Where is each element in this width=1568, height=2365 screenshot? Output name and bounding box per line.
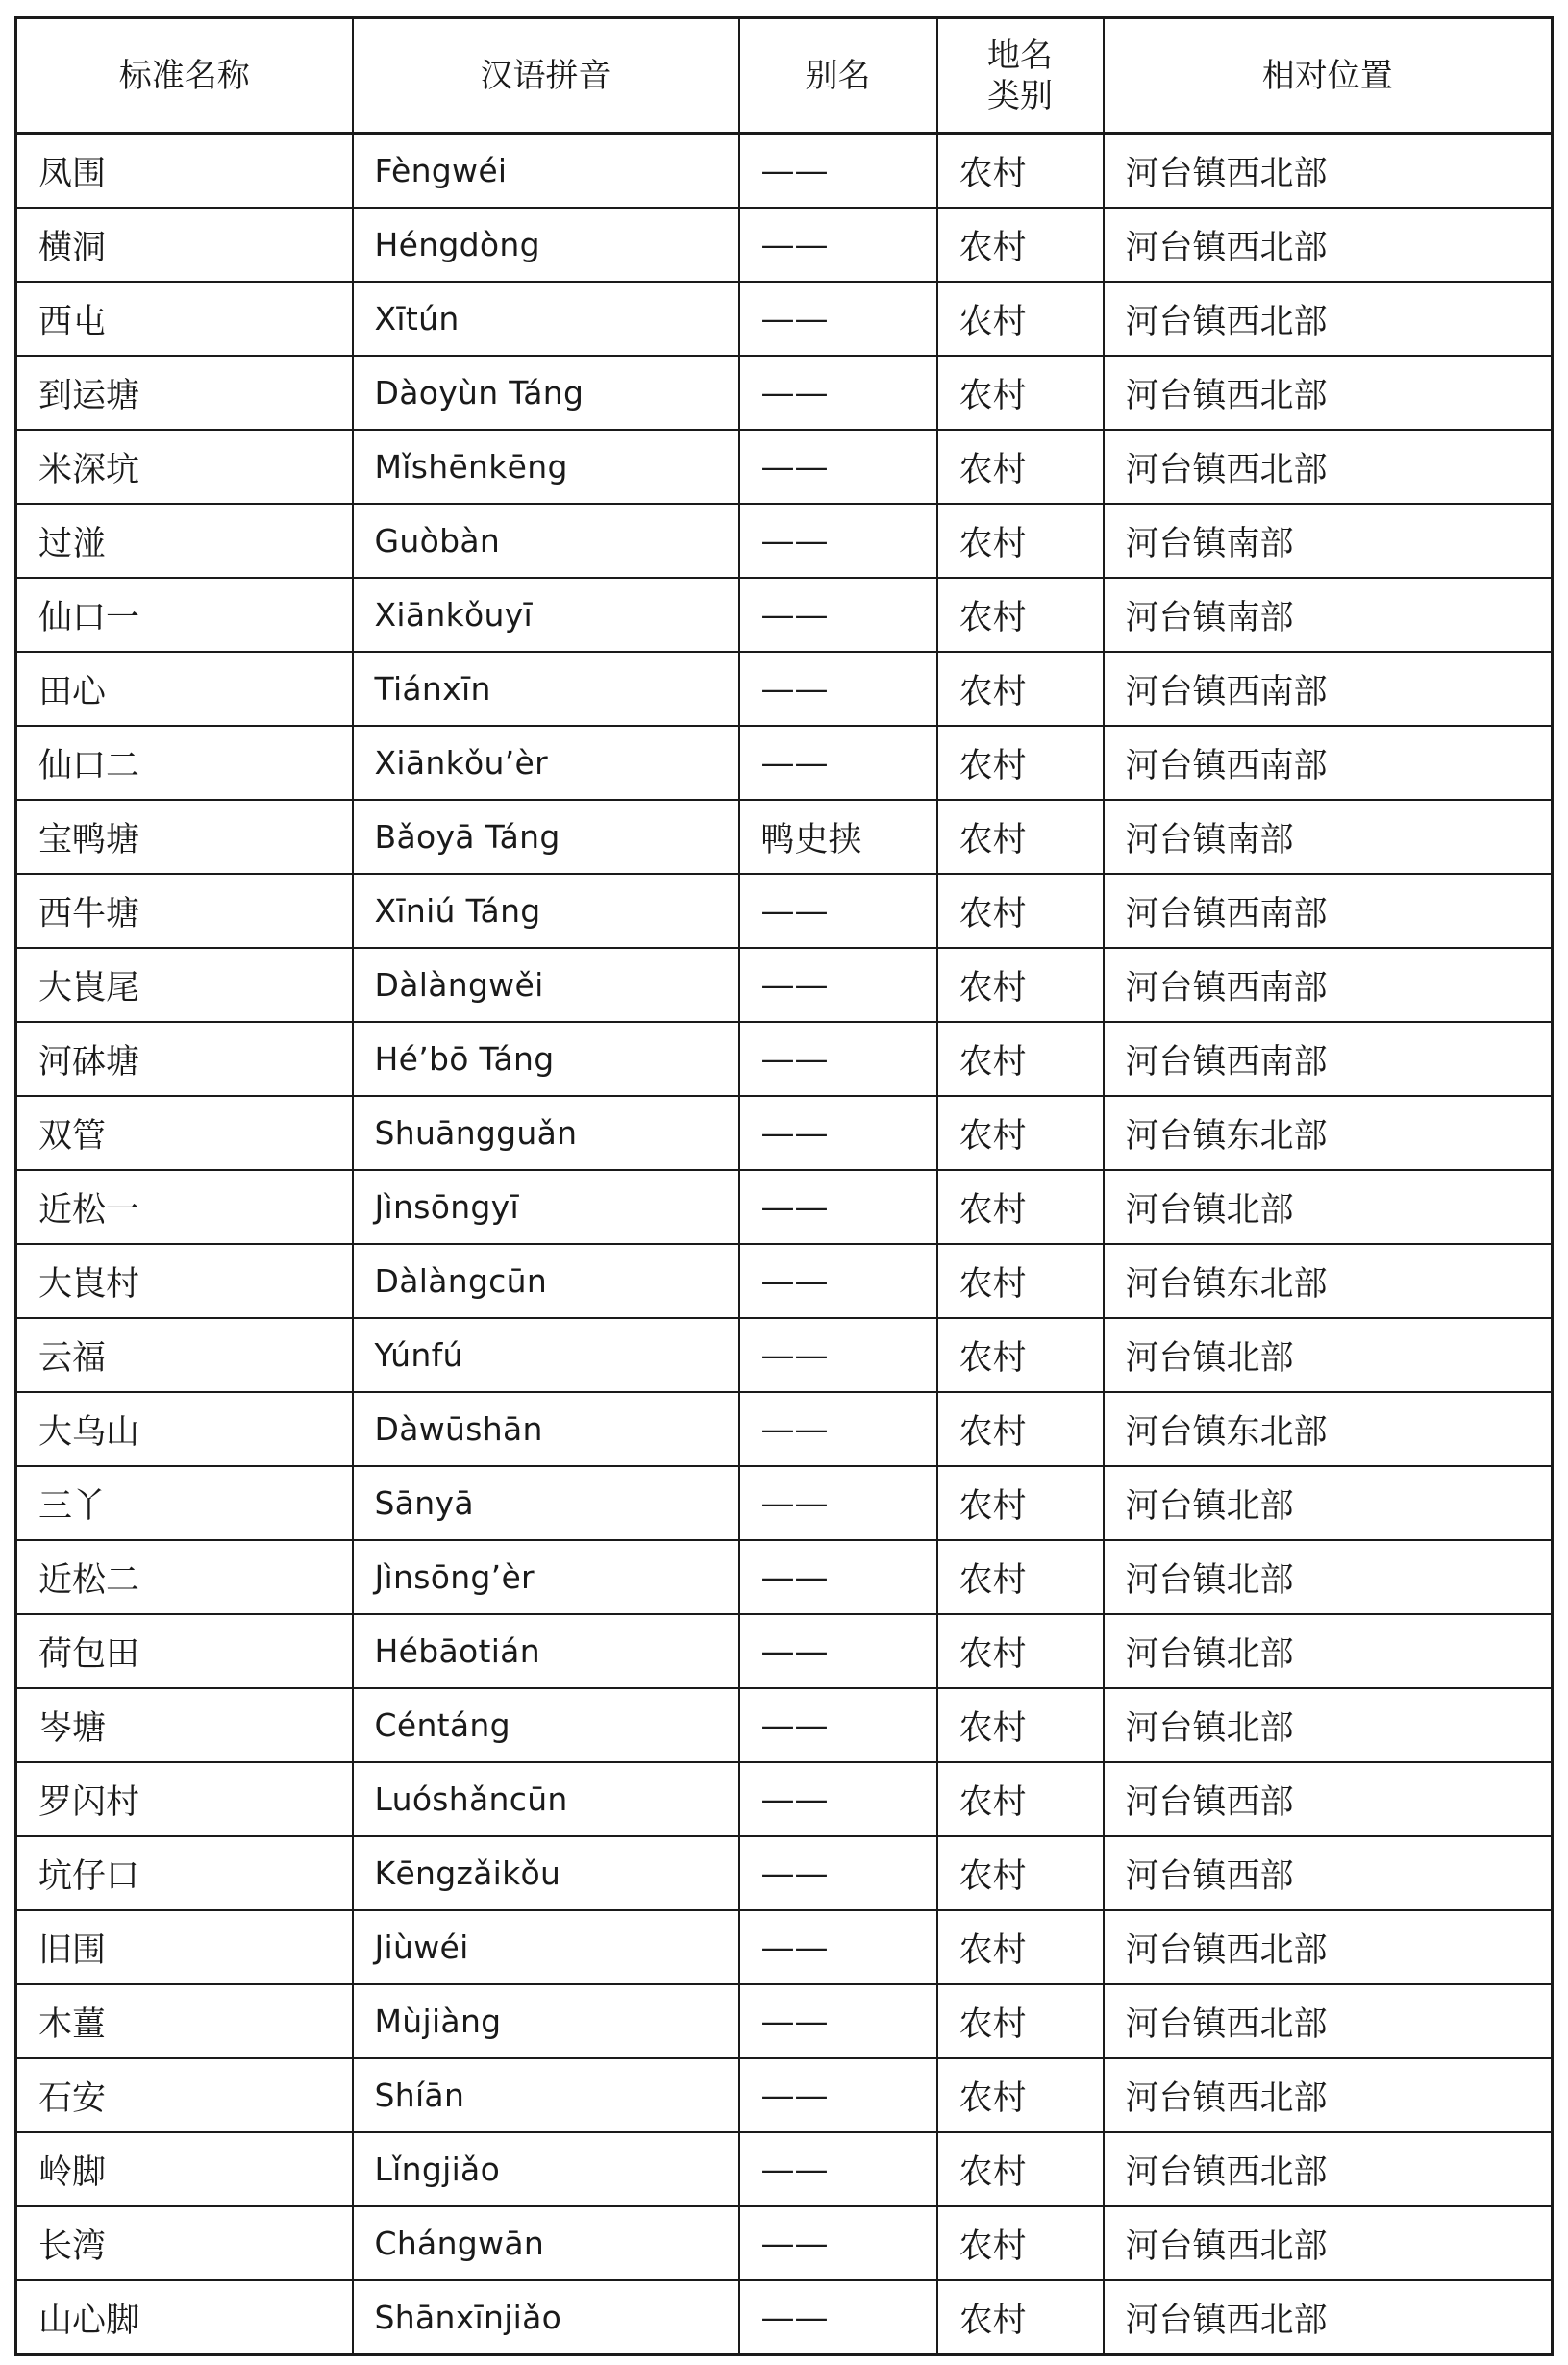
cell-place-category: 农村 bbox=[937, 1318, 1104, 1392]
cell-standard-name: 罗闪村 bbox=[16, 1762, 353, 1836]
cell-pinyin: Chángwān bbox=[353, 2206, 739, 2280]
table-row bbox=[16, 282, 1553, 356]
cell-pinyin: Shíān bbox=[353, 2058, 739, 2132]
cell-relative-location: 河台镇西北部 bbox=[1104, 208, 1553, 282]
cell-standard-name: 长湾 bbox=[16, 2206, 353, 2280]
table-row bbox=[16, 1170, 1553, 1244]
cell-relative-location: 河台镇西北部 bbox=[1104, 282, 1553, 356]
table-row bbox=[16, 2206, 1553, 2280]
table-row bbox=[16, 2058, 1553, 2132]
cell-alias: —— bbox=[739, 1096, 937, 1170]
table-row bbox=[16, 1540, 1553, 1614]
cell-pinyin: Jiùwéi bbox=[353, 1910, 739, 1984]
cell-alias: —— bbox=[739, 134, 937, 209]
cell-place-category: 农村 bbox=[937, 1392, 1104, 1466]
document-page bbox=[14, 16, 1551, 2356]
cell-alias: —— bbox=[739, 1392, 937, 1466]
cell-standard-name: 凤围 bbox=[16, 134, 353, 209]
cell-place-category: 农村 bbox=[937, 652, 1104, 726]
cell-standard-name: 近松二 bbox=[16, 1540, 353, 1614]
cell-pinyin: Hébāotián bbox=[353, 1614, 739, 1688]
cell-standard-name: 三丫 bbox=[16, 1466, 353, 1540]
table-row bbox=[16, 2280, 1553, 2355]
cell-relative-location: 河台镇北部 bbox=[1104, 1614, 1553, 1688]
table-row bbox=[16, 1984, 1553, 2058]
cell-place-category: 农村 bbox=[937, 1170, 1104, 1244]
cell-alias: —— bbox=[739, 2280, 937, 2355]
cell-pinyin: Xītún bbox=[353, 282, 739, 356]
cell-relative-location: 河台镇西南部 bbox=[1104, 948, 1553, 1022]
table-row bbox=[16, 1762, 1553, 1836]
table-row bbox=[16, 726, 1553, 800]
cell-place-category: 农村 bbox=[937, 948, 1104, 1022]
cell-standard-name: 仙口二 bbox=[16, 726, 353, 800]
cell-place-category: 农村 bbox=[937, 356, 1104, 430]
cell-place-category: 农村 bbox=[937, 1910, 1104, 1984]
cell-standard-name: 石安 bbox=[16, 2058, 353, 2132]
cell-alias: —— bbox=[739, 1836, 937, 1910]
cell-standard-name: 旧围 bbox=[16, 1910, 353, 1984]
cell-standard-name: 到运塘 bbox=[16, 356, 353, 430]
cell-place-category: 农村 bbox=[937, 504, 1104, 578]
cell-standard-name: 河砵塘 bbox=[16, 1022, 353, 1096]
table-row bbox=[16, 578, 1553, 652]
cell-place-category: 农村 bbox=[937, 2206, 1104, 2280]
cell-pinyin: Xīniú Táng bbox=[353, 874, 739, 948]
cell-alias: —— bbox=[739, 948, 937, 1022]
cell-pinyin: Guòbàn bbox=[353, 504, 739, 578]
header-pinyin: 汉语拼音 bbox=[353, 18, 739, 134]
header-standard-name: 标准名称 bbox=[16, 18, 353, 134]
cell-pinyin: Héngdòng bbox=[353, 208, 739, 282]
cell-pinyin: Xiānkǒu’èr bbox=[353, 726, 739, 800]
cell-relative-location: 河台镇西南部 bbox=[1104, 874, 1553, 948]
cell-relative-location: 河台镇西部 bbox=[1104, 1762, 1553, 1836]
table-row bbox=[16, 1614, 1553, 1688]
header-relative-location: 相对位置 bbox=[1104, 18, 1553, 134]
cell-standard-name: 大崀尾 bbox=[16, 948, 353, 1022]
cell-standard-name: 荷包田 bbox=[16, 1614, 353, 1688]
table-row bbox=[16, 948, 1553, 1022]
cell-place-category: 农村 bbox=[937, 1096, 1104, 1170]
table-row bbox=[16, 134, 1553, 209]
cell-place-category: 农村 bbox=[937, 800, 1104, 874]
cell-alias: —— bbox=[739, 1170, 937, 1244]
table-row bbox=[16, 2132, 1553, 2206]
cell-place-category: 农村 bbox=[937, 726, 1104, 800]
cell-alias: —— bbox=[739, 504, 937, 578]
cell-relative-location: 河台镇西南部 bbox=[1104, 726, 1553, 800]
cell-pinyin: Céntáng bbox=[353, 1688, 739, 1762]
table-row bbox=[16, 1466, 1553, 1540]
table-row bbox=[16, 1022, 1553, 1096]
cell-alias: —— bbox=[739, 1614, 937, 1688]
cell-alias: —— bbox=[739, 2058, 937, 2132]
table-row bbox=[16, 1096, 1553, 1170]
cell-pinyin: Dàlàngcūn bbox=[353, 1244, 739, 1318]
cell-place-category: 农村 bbox=[937, 578, 1104, 652]
table-row bbox=[16, 504, 1553, 578]
cell-relative-location: 河台镇西北部 bbox=[1104, 2280, 1553, 2355]
cell-relative-location: 河台镇西北部 bbox=[1104, 134, 1553, 209]
cell-relative-location: 河台镇西北部 bbox=[1104, 2132, 1553, 2206]
cell-pinyin: Bǎoyā Táng bbox=[353, 800, 739, 874]
cell-standard-name: 云福 bbox=[16, 1318, 353, 1392]
cell-place-category: 农村 bbox=[937, 1614, 1104, 1688]
cell-standard-name: 西牛塘 bbox=[16, 874, 353, 948]
table-row bbox=[16, 1836, 1553, 1910]
cell-alias: —— bbox=[739, 578, 937, 652]
cell-pinyin: Kēngzǎikǒu bbox=[353, 1836, 739, 1910]
cell-standard-name: 双管 bbox=[16, 1096, 353, 1170]
cell-alias: —— bbox=[739, 1762, 937, 1836]
table-header-row bbox=[16, 18, 1553, 134]
table-row bbox=[16, 652, 1553, 726]
cell-relative-location: 河台镇西北部 bbox=[1104, 2206, 1553, 2280]
cell-alias: 鸭史挟 bbox=[739, 800, 937, 874]
cell-pinyin: Yúnfú bbox=[353, 1318, 739, 1392]
cell-pinyin: Dàlàngwěi bbox=[353, 948, 739, 1022]
cell-alias: —— bbox=[739, 356, 937, 430]
cell-alias: —— bbox=[739, 1244, 937, 1318]
cell-alias: —— bbox=[739, 208, 937, 282]
header-place-category: 地名 类别 bbox=[937, 18, 1104, 134]
table-row bbox=[16, 1318, 1553, 1392]
cell-standard-name: 岑塘 bbox=[16, 1688, 353, 1762]
cell-standard-name: 坑仔口 bbox=[16, 1836, 353, 1910]
cell-standard-name: 木薑 bbox=[16, 1984, 353, 2058]
cell-alias: —— bbox=[739, 1318, 937, 1392]
cell-relative-location: 河台镇北部 bbox=[1104, 1540, 1553, 1614]
cell-place-category: 农村 bbox=[937, 1762, 1104, 1836]
cell-place-category: 农村 bbox=[937, 1836, 1104, 1910]
cell-relative-location: 河台镇北部 bbox=[1104, 1318, 1553, 1392]
cell-place-category: 农村 bbox=[937, 1540, 1104, 1614]
table-row bbox=[16, 1910, 1553, 1984]
cell-relative-location: 河台镇南部 bbox=[1104, 578, 1553, 652]
cell-place-category: 农村 bbox=[937, 1466, 1104, 1540]
cell-standard-name: 米深坑 bbox=[16, 430, 353, 504]
cell-standard-name: 过湴 bbox=[16, 504, 353, 578]
cell-pinyin: Shuāngguǎn bbox=[353, 1096, 739, 1170]
cell-pinyin: Fèngwéi bbox=[353, 134, 739, 209]
cell-relative-location: 河台镇北部 bbox=[1104, 1170, 1553, 1244]
cell-relative-location: 河台镇西南部 bbox=[1104, 652, 1553, 726]
cell-alias: —— bbox=[739, 652, 937, 726]
table-row bbox=[16, 430, 1553, 504]
cell-place-category: 农村 bbox=[937, 2058, 1104, 2132]
cell-place-category: 农村 bbox=[937, 134, 1104, 209]
cell-relative-location: 河台镇南部 bbox=[1104, 504, 1553, 578]
cell-relative-location: 河台镇西北部 bbox=[1104, 1910, 1553, 1984]
cell-relative-location: 河台镇西部 bbox=[1104, 1836, 1553, 1910]
cell-pinyin: Mùjiàng bbox=[353, 1984, 739, 2058]
cell-alias: —— bbox=[739, 874, 937, 948]
cell-place-category: 农村 bbox=[937, 2280, 1104, 2355]
cell-pinyin: Tiánxīn bbox=[353, 652, 739, 726]
cell-pinyin: Xiānkǒuyī bbox=[353, 578, 739, 652]
cell-relative-location: 河台镇东北部 bbox=[1104, 1096, 1553, 1170]
cell-pinyin: Hé’bō Táng bbox=[353, 1022, 739, 1096]
header-alias: 别名 bbox=[739, 18, 937, 134]
cell-alias: —— bbox=[739, 1688, 937, 1762]
table-row bbox=[16, 356, 1553, 430]
cell-alias: —— bbox=[739, 430, 937, 504]
cell-pinyin: Dàoyùn Táng bbox=[353, 356, 739, 430]
table-row bbox=[16, 874, 1553, 948]
cell-alias: —— bbox=[739, 726, 937, 800]
cell-relative-location: 河台镇北部 bbox=[1104, 1466, 1553, 1540]
cell-relative-location: 河台镇西北部 bbox=[1104, 1984, 1553, 2058]
cell-pinyin: Sānyā bbox=[353, 1466, 739, 1540]
cell-place-category: 农村 bbox=[937, 1022, 1104, 1096]
cell-alias: —— bbox=[739, 1540, 937, 1614]
cell-relative-location: 河台镇南部 bbox=[1104, 800, 1553, 874]
cell-alias: —— bbox=[739, 1984, 937, 2058]
cell-pinyin: Jìnsōngyī bbox=[353, 1170, 739, 1244]
cell-place-category: 农村 bbox=[937, 1984, 1104, 2058]
cell-standard-name: 仙口一 bbox=[16, 578, 353, 652]
cell-place-category: 农村 bbox=[937, 1244, 1104, 1318]
cell-place-category: 农村 bbox=[937, 430, 1104, 504]
cell-place-category: 农村 bbox=[937, 208, 1104, 282]
cell-standard-name: 西屯 bbox=[16, 282, 353, 356]
table-row bbox=[16, 800, 1553, 874]
cell-standard-name: 岭脚 bbox=[16, 2132, 353, 2206]
cell-alias: —— bbox=[739, 2206, 937, 2280]
cell-relative-location: 河台镇西北部 bbox=[1104, 2058, 1553, 2132]
cell-standard-name: 田心 bbox=[16, 652, 353, 726]
table-row bbox=[16, 1392, 1553, 1466]
cell-pinyin: Lǐngjiǎo bbox=[353, 2132, 739, 2206]
cell-alias: —— bbox=[739, 1466, 937, 1540]
cell-pinyin: Mǐshēnkēng bbox=[353, 430, 739, 504]
cell-place-category: 农村 bbox=[937, 282, 1104, 356]
cell-standard-name: 宝鸭塘 bbox=[16, 800, 353, 874]
table-body bbox=[16, 134, 1553, 2355]
cell-pinyin: Luóshǎncūn bbox=[353, 1762, 739, 1836]
place-name-table bbox=[14, 16, 1554, 2356]
cell-standard-name: 大崀村 bbox=[16, 1244, 353, 1318]
cell-place-category: 农村 bbox=[937, 874, 1104, 948]
cell-place-category: 农村 bbox=[937, 1688, 1104, 1762]
cell-relative-location: 河台镇西北部 bbox=[1104, 430, 1553, 504]
cell-alias: —— bbox=[739, 282, 937, 356]
table-row bbox=[16, 1244, 1553, 1318]
cell-alias: —— bbox=[739, 1910, 937, 1984]
cell-standard-name: 大乌山 bbox=[16, 1392, 353, 1466]
cell-alias: —— bbox=[739, 1022, 937, 1096]
cell-pinyin: Shānxīnjiǎo bbox=[353, 2280, 739, 2355]
cell-pinyin: Jìnsōng’èr bbox=[353, 1540, 739, 1614]
cell-place-category: 农村 bbox=[937, 2132, 1104, 2206]
cell-alias: —— bbox=[739, 2132, 937, 2206]
cell-relative-location: 河台镇东北部 bbox=[1104, 1244, 1553, 1318]
cell-relative-location: 河台镇西北部 bbox=[1104, 356, 1553, 430]
table-row bbox=[16, 1688, 1553, 1762]
cell-relative-location: 河台镇北部 bbox=[1104, 1688, 1553, 1762]
cell-pinyin: Dàwūshān bbox=[353, 1392, 739, 1466]
cell-standard-name: 横洞 bbox=[16, 208, 353, 282]
cell-standard-name: 近松一 bbox=[16, 1170, 353, 1244]
cell-relative-location: 河台镇西南部 bbox=[1104, 1022, 1553, 1096]
cell-standard-name: 山心脚 bbox=[16, 2280, 353, 2355]
cell-relative-location: 河台镇东北部 bbox=[1104, 1392, 1553, 1466]
table-row bbox=[16, 208, 1553, 282]
